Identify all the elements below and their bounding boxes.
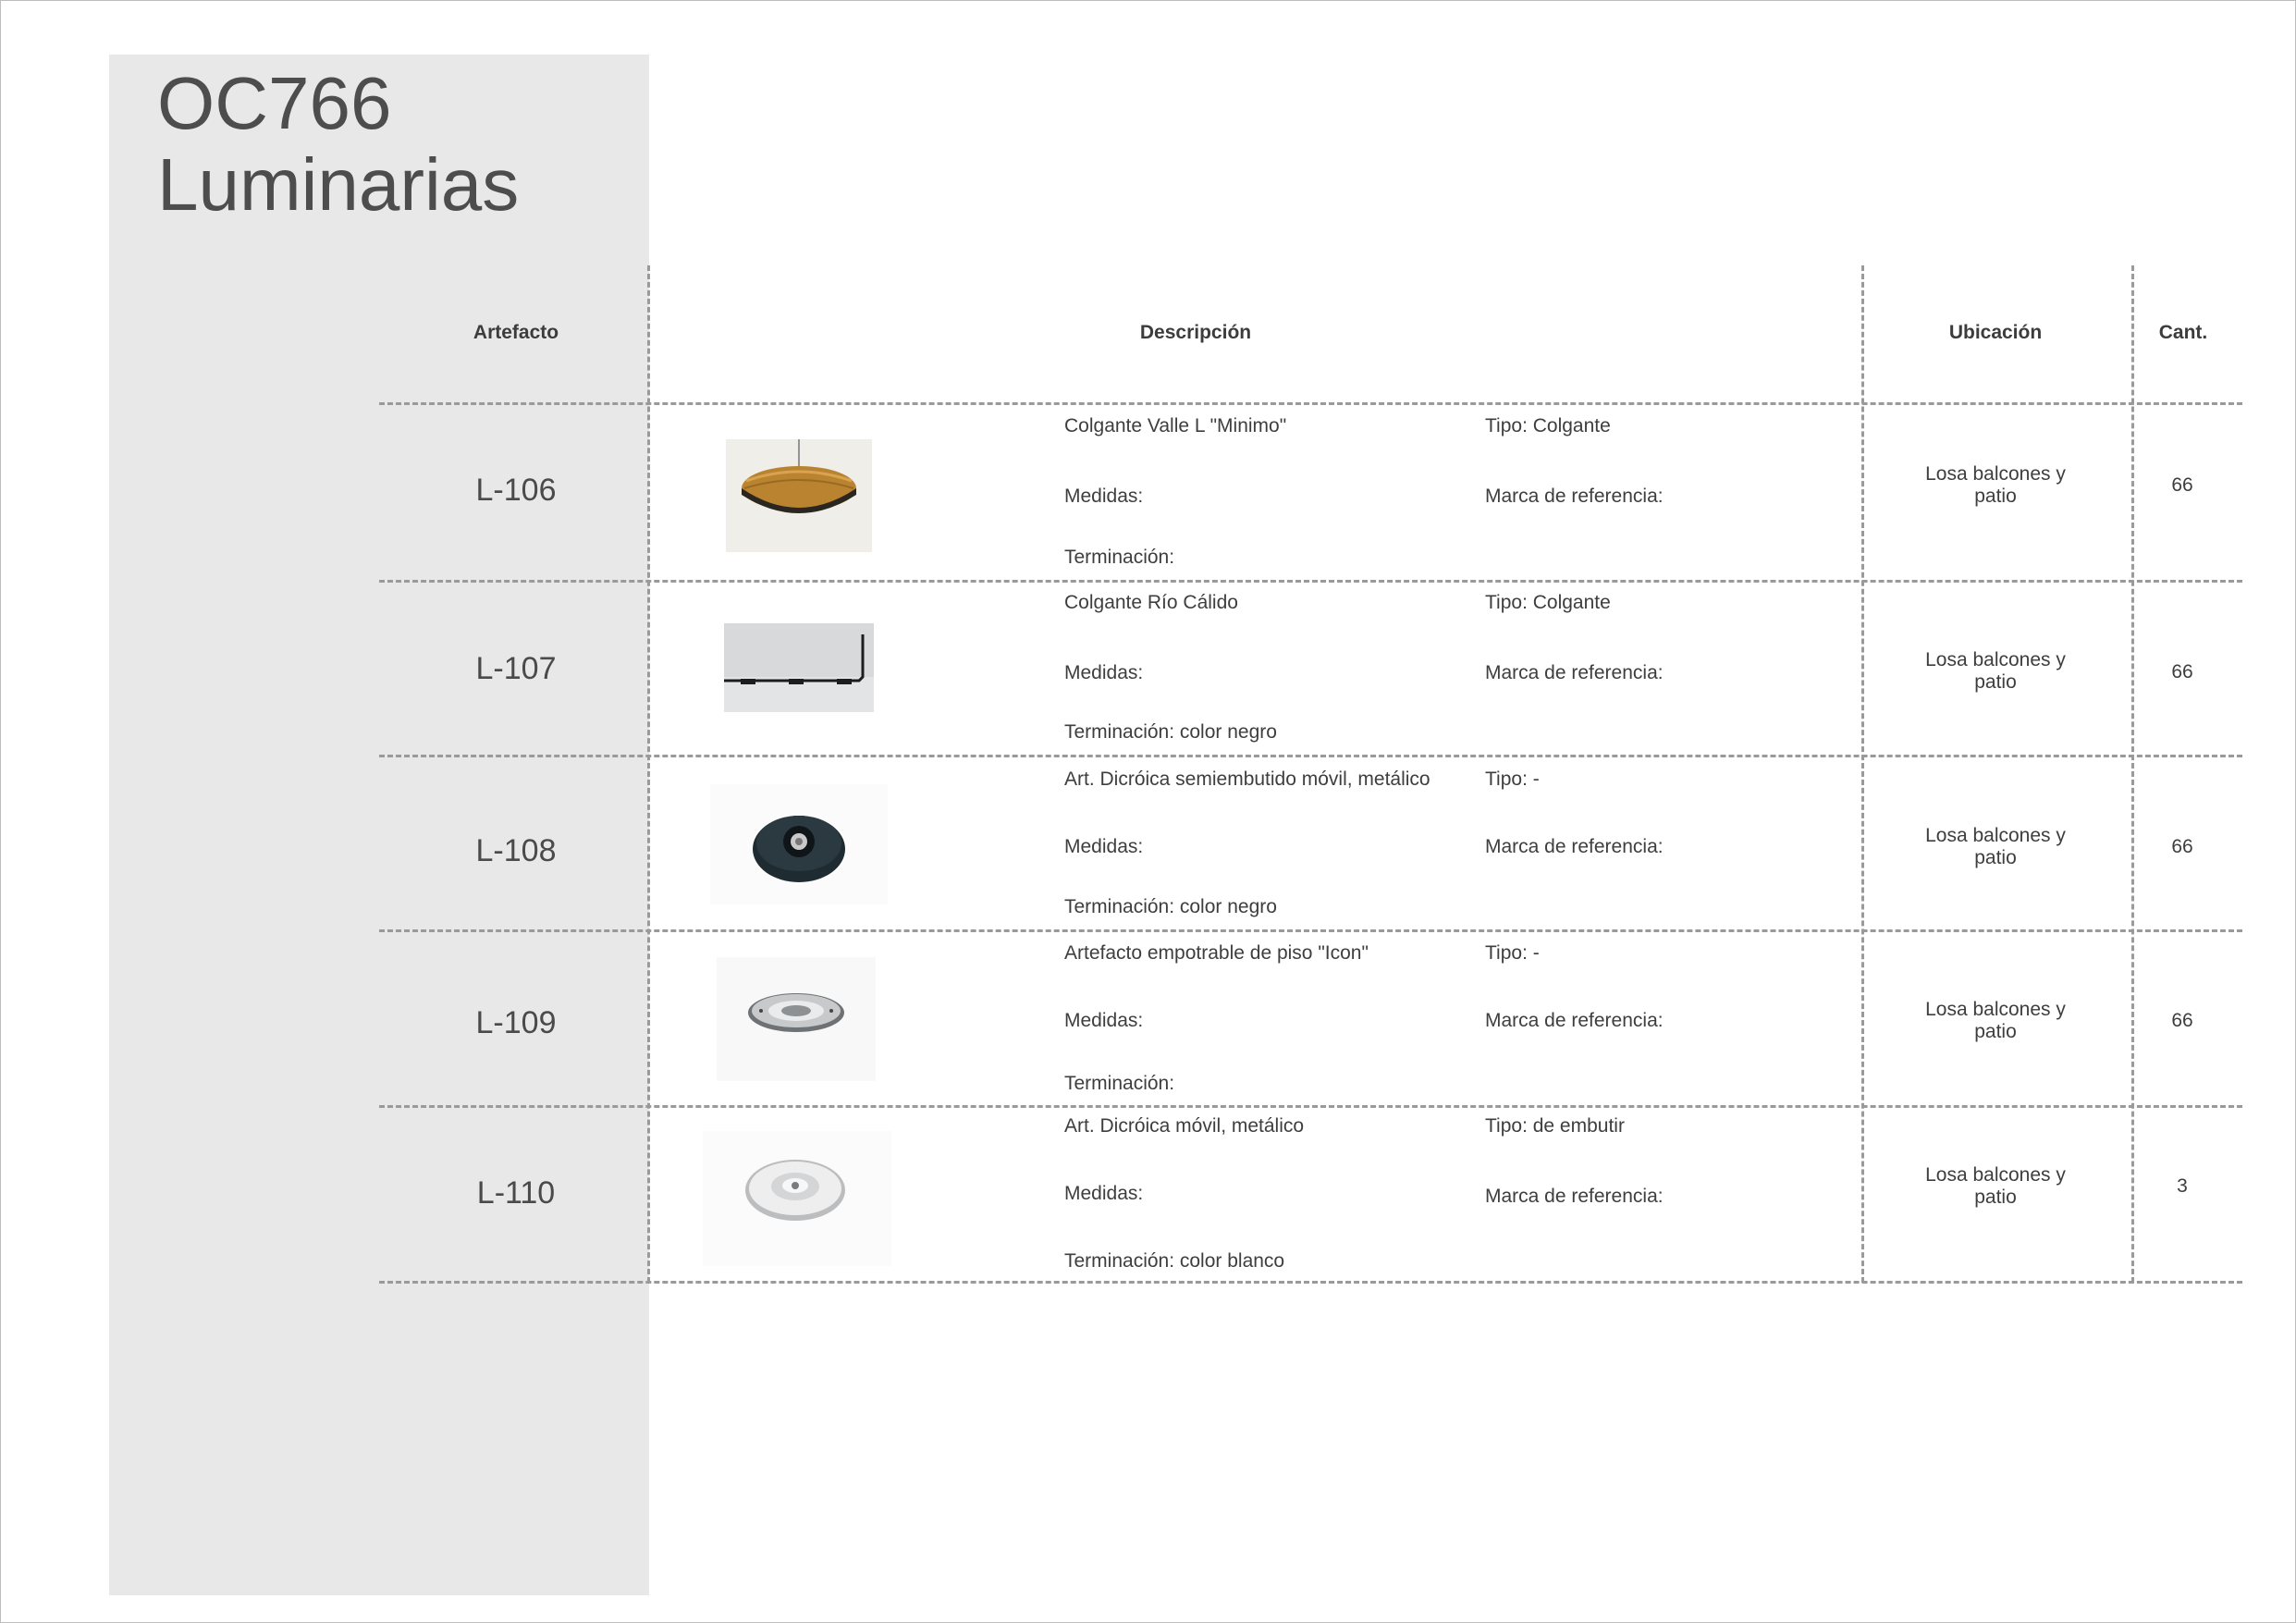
header-artefacto: Artefacto — [473, 322, 559, 343]
descripcion-nombre: Art. Dicróica semiembutido móvil, metálico — [1064, 768, 1430, 790]
col-divider-ubicacion — [2131, 265, 2134, 1283]
black-surface-downlight-image — [710, 784, 888, 904]
header-cant: Cant. — [2158, 322, 2208, 343]
row-divider — [379, 402, 2242, 405]
descripcion-terminacion: Terminación: — [1064, 1073, 1175, 1094]
descripcion-terminacion: Terminación: color blanco — [1064, 1250, 1285, 1272]
cantidad-value: 66 — [2171, 836, 2193, 857]
ubicacion-value: Losa balcones y patio — [1925, 1164, 2066, 1208]
descripcion-marca: Marca de referencia: — [1485, 1186, 1664, 1207]
header-descripcion: Descripción — [1139, 322, 1252, 343]
white-recessed-spot-image — [703, 1131, 891, 1266]
title-name: Luminarias — [157, 143, 520, 226]
pendant-woven-lamp-image — [726, 439, 872, 552]
descripcion-terminacion: Terminación: color negro — [1064, 721, 1277, 743]
ubicacion-value: Losa balcones y patio — [1925, 649, 2066, 693]
descripcion-medidas: Medidas: — [1064, 486, 1144, 507]
descripcion-marca: Marca de referencia: — [1485, 486, 1664, 507]
descripcion-nombre: Colgante Río Cálido — [1064, 592, 1238, 613]
sidebar-panel — [109, 55, 649, 1595]
cantidad-value: 66 — [2171, 474, 2193, 496]
descripcion-nombre: Colgante Valle L "Minimo" — [1064, 415, 1287, 436]
ubicacion-value: Losa balcones y patio — [1925, 463, 2066, 507]
cantidad-value: 3 — [2177, 1175, 2188, 1197]
row-divider — [379, 580, 2242, 583]
descripcion-marca: Marca de referencia: — [1485, 1010, 1664, 1031]
ubicacion-value: Losa balcones y patio — [1925, 999, 2066, 1042]
cantidad-value: 66 — [2171, 661, 2193, 682]
ubicacion-value: Losa balcones y patio — [1925, 825, 2066, 868]
title-code: OC766 — [157, 62, 392, 144]
row-divider — [379, 1281, 2242, 1284]
descripcion-tipo: Tipo: - — [1485, 942, 1540, 964]
descripcion-terminacion: Terminación: color negro — [1064, 896, 1277, 917]
col-divider-artefacto — [647, 265, 650, 1283]
descripcion-tipo: Tipo: de embutir — [1485, 1115, 1625, 1137]
linear-track-pendant-image — [724, 623, 874, 712]
descripcion-medidas: Medidas: — [1064, 1010, 1144, 1031]
descripcion-medidas: Medidas: — [1064, 836, 1144, 857]
descripcion-tipo: Tipo: - — [1485, 768, 1540, 790]
page-title — [157, 63, 519, 226]
descripcion-nombre: Artefacto empotrable de piso "Icon" — [1064, 942, 1369, 964]
row-divider — [379, 929, 2242, 932]
header-ubicacion: Ubicación — [1948, 322, 2043, 343]
row-divider — [379, 1105, 2242, 1108]
col-divider-descripcion — [1861, 265, 1864, 1283]
descripcion-medidas: Medidas: — [1064, 662, 1144, 683]
descripcion-terminacion: Terminación: — [1064, 547, 1175, 568]
descripcion-marca: Marca de referencia: — [1485, 836, 1664, 857]
descripcion-tipo: Tipo: Colgante — [1485, 592, 1611, 613]
descripcion-marca: Marca de referencia: — [1485, 662, 1664, 683]
row-divider — [379, 755, 2242, 757]
descripcion-nombre: Art. Dicróica móvil, metálico — [1064, 1115, 1305, 1137]
descripcion-tipo: Tipo: Colgante — [1485, 415, 1611, 436]
descripcion-medidas: Medidas: — [1064, 1183, 1144, 1204]
steel-floor-uplight-image — [717, 957, 876, 1081]
cantidad-value: 66 — [2171, 1010, 2193, 1031]
